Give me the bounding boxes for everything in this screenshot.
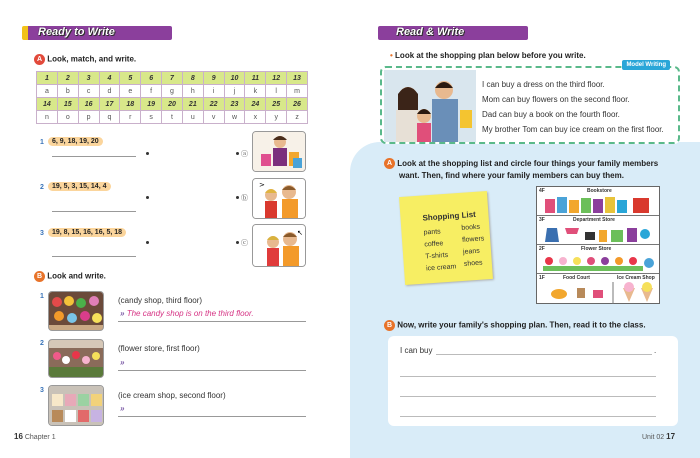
match-1-number: 1 — [40, 139, 44, 146]
section-b-instruction: Look and write. — [47, 271, 106, 281]
floor-2-label: Flower Store — [581, 246, 612, 252]
write-2-line[interactable] — [118, 370, 306, 371]
cipher-number-row-1-cell: 12 — [266, 72, 287, 85]
write-3-caption: (ice cream shop, second floor) — [118, 391, 226, 400]
model-line-4: My brother Tom can buy ice cream on the first floor. — [482, 125, 664, 134]
model-line-3: Dad can buy a book on the fourth floor. — [482, 110, 620, 119]
section-a-badge: A — [34, 54, 45, 65]
write-2-answer[interactable] — [120, 358, 124, 367]
section-a-instruction: Look, match, and write. — [47, 54, 137, 64]
cipher-letter-row-1-cell: a — [37, 85, 58, 98]
cipher-number-row-2-cell: 21 — [182, 98, 203, 111]
match-2-number: 2 — [40, 184, 44, 191]
cipher-letter-row-1-cell: e — [120, 85, 141, 98]
cipher-table — [36, 71, 308, 124]
cipher-letter-row-1 — [37, 85, 308, 98]
cipher-number-row-2-cell: 18 — [120, 98, 141, 111]
cipher-number-row-2-cell: 22 — [203, 98, 224, 111]
floor-1-number: 1F — [539, 275, 545, 281]
match-3-code: 19, 8, 15, 16, 16, 5, 18 — [48, 228, 126, 237]
clothes-icon — [537, 224, 659, 244]
cipher-number-row-1-cell: 13 — [287, 72, 308, 85]
cipher-letter-row-1-cell: h — [182, 85, 203, 98]
kids-pointing-photo — [252, 224, 306, 267]
left-page-number: 16 — [14, 432, 23, 441]
cipher-letter-row-2-cell: z — [287, 111, 308, 124]
match-3-target-dot[interactable] — [236, 241, 239, 244]
list-item-pants[interactable]: pants — [423, 228, 441, 237]
period-mark: . — [654, 346, 657, 355]
cipher-letter-row-1-cell: j — [224, 85, 245, 98]
kids-thinking-photo — [252, 178, 306, 219]
right-section-a-line2: want. Then, find where your family members can buy them. — [399, 171, 624, 180]
flower-store-illustration — [49, 340, 104, 378]
shopping-list-note — [399, 191, 493, 285]
left-footer — [14, 432, 56, 441]
cipher-number-row-1-cell: 5 — [120, 72, 141, 85]
cipher-letter-row-1-cell: b — [57, 85, 78, 98]
list-item-books[interactable]: books — [461, 223, 481, 232]
match-3-dot[interactable] — [146, 241, 149, 244]
cipher-number-row-2-cell: 25 — [266, 98, 287, 111]
svg-text:↖: ↖ — [297, 229, 303, 237]
left-title: Ready to Write — [38, 26, 115, 38]
cipher-number-row-1 — [37, 72, 308, 85]
cipher-letter-row-2-cell: p — [78, 111, 99, 124]
family-photo — [384, 70, 476, 142]
cipher-number-row-1-cell: 3 — [78, 72, 99, 85]
kids-thinking-illustration — [253, 179, 306, 219]
flower-store-photo — [48, 339, 104, 378]
arrow-icon: » — [120, 404, 125, 413]
match-2-dot[interactable] — [146, 196, 149, 199]
cipher-letter-row-2-cell: x — [245, 111, 266, 124]
arrow-icon: » — [120, 358, 125, 367]
svg-text:>: > — [259, 181, 265, 189]
cipher-number-row-2-cell: 14 — [37, 98, 58, 111]
writing-line-2[interactable] — [400, 376, 656, 377]
cipher-number-row-1-cell: 11 — [245, 72, 266, 85]
shopping-list-title: Shopping List — [422, 209, 477, 223]
kids-pointing-illustration — [253, 225, 306, 267]
cipher-number-row-2-cell: 15 — [57, 98, 78, 111]
match-1-choice: ⓐ — [241, 151, 248, 158]
section-b-badge: B — [34, 271, 45, 282]
cipher-letter-row-1-cell: c — [78, 85, 99, 98]
list-item-tshirts[interactable]: T-shirts — [425, 251, 449, 261]
cipher-letter-row-2-cell: t — [162, 111, 183, 124]
floor-4-number: 4F — [539, 188, 545, 194]
cipher-number-row-1-cell: 1 — [37, 72, 58, 85]
section-b-heading — [34, 271, 106, 282]
writing-box — [388, 336, 678, 426]
floor-1 — [537, 274, 659, 303]
shopping-girl-photo — [252, 131, 306, 172]
right-footer-label: Unit 02 — [642, 434, 665, 441]
match-3-number: 3 — [40, 230, 44, 237]
model-line-2: Mom can buy flowers on the second floor. — [482, 95, 630, 104]
write-2-number: 2 — [40, 340, 44, 347]
floor-1-label-ice-cream: Ice Cream Shop — [617, 275, 655, 281]
cipher-number-row-1-cell: 7 — [162, 72, 183, 85]
books-icon — [537, 195, 659, 215]
cipher-letter-row-1-cell: g — [162, 85, 183, 98]
match-1-answer-line[interactable] — [52, 156, 136, 157]
bullet-icon: • — [390, 51, 393, 60]
cipher-letter-row-2-cell: w — [224, 111, 245, 124]
write-2-caption: (flower store, first floor) — [118, 344, 200, 353]
list-item-ice-cream[interactable]: ice cream — [425, 263, 457, 273]
match-2-target-dot[interactable] — [236, 196, 239, 199]
cipher-number-row-2-cell: 23 — [224, 98, 245, 111]
shopping-girl-illustration — [253, 132, 306, 172]
cipher-number-row-1-cell: 10 — [224, 72, 245, 85]
floor-4 — [537, 187, 659, 216]
list-item-flowers[interactable]: flowers — [461, 235, 485, 244]
right-section-a-line1: Look at the shopping list and circle four things your family members — [397, 159, 659, 168]
section-a-heading — [34, 54, 136, 65]
match-1-target-dot[interactable] — [236, 152, 239, 155]
left-footer-label: Chapter 1 — [24, 434, 56, 441]
right-section-b-badge: B — [384, 320, 395, 331]
list-item-jeans[interactable]: jeans — [462, 247, 480, 256]
floor-1-label-food: Food Court — [563, 275, 590, 281]
store-directory — [536, 186, 660, 304]
list-item-coffee[interactable]: coffee — [424, 240, 444, 249]
candy-shop-photo — [48, 291, 104, 331]
cipher-number-row-1-cell: 4 — [99, 72, 120, 85]
cipher-number-row-1-cell: 9 — [203, 72, 224, 85]
cipher-number-row-2-cell: 26 — [287, 98, 308, 111]
model-line-1: I can buy a dress on the third floor. — [482, 80, 605, 89]
floor-3-number: 3F — [539, 217, 545, 223]
write-1-answer-text: The candy shop is on the third floor. — [126, 309, 254, 318]
intro-instruction: Look at the shopping plan below before you write. — [395, 51, 586, 60]
cipher-letter-row-1-cell: l — [266, 85, 287, 98]
cipher-letter-row-1-cell: k — [245, 85, 266, 98]
right-footer — [642, 432, 675, 441]
cipher-number-row-2-cell: 17 — [99, 98, 120, 111]
list-item-shoes[interactable]: shoes — [463, 259, 483, 268]
write-3-answer[interactable] — [120, 404, 124, 413]
cipher-letter-row-2-cell: r — [120, 111, 141, 124]
match-1-dot[interactable] — [146, 152, 149, 155]
write-1-line[interactable] — [118, 321, 306, 322]
right-section-b-instruction: Now, write your family's shopping plan. Then, read it to the class. — [397, 320, 646, 330]
write-1-answer — [120, 309, 254, 318]
arrow-icon: » — [120, 309, 125, 318]
right-page-number: 17 — [666, 432, 676, 441]
write-1-number: 1 — [40, 293, 44, 300]
right-page — [350, 0, 700, 458]
cipher-letter-row-1-cell: d — [99, 85, 120, 98]
model-writing-box — [380, 62, 680, 144]
candy-shop-illustration — [49, 292, 104, 331]
cipher-letter-row-2-cell: n — [37, 111, 58, 124]
cipher-letter-row-2-cell: s — [141, 111, 162, 124]
food-icons — [537, 282, 659, 304]
write-3-number: 3 — [40, 387, 44, 394]
match-1-code: 6, 9, 18, 19, 20 — [48, 137, 103, 146]
flowers-icon — [537, 253, 659, 273]
writing-line-4[interactable] — [400, 416, 656, 417]
cipher-number-row-2-cell: 19 — [141, 98, 162, 111]
cipher-letter-row-2-cell: v — [203, 111, 224, 124]
write-1-caption: (candy shop, third floor) — [118, 296, 203, 305]
cipher-letter-row-2-cell: q — [99, 111, 120, 124]
match-2-code: 19, 5, 3, 15, 14, 4 — [48, 182, 111, 191]
cipher-number-row-1-cell: 8 — [182, 72, 203, 85]
cipher-letter-row-1-cell: m — [287, 85, 308, 98]
cipher-number-row-2 — [37, 98, 308, 111]
floor-3-label: Department Store — [573, 217, 615, 223]
cipher-number-row-1-cell: 6 — [141, 72, 162, 85]
match-3-choice: ⓒ — [241, 240, 248, 247]
floor-2 — [537, 245, 659, 274]
ice-cream-shop-illustration — [49, 386, 104, 426]
cipher-number-row-1-cell: 2 — [57, 72, 78, 85]
model-writing-tag: Model Writing — [622, 60, 670, 70]
cipher-letter-row-2-cell: o — [57, 111, 78, 124]
ice-cream-shop-photo — [48, 385, 104, 426]
right-section-a — [384, 158, 684, 182]
cipher-letter-row-2-cell: u — [182, 111, 203, 124]
floor-4-label: Bookstore — [587, 188, 612, 194]
intro-text — [390, 51, 586, 60]
cipher-number-row-2-cell: 20 — [162, 98, 183, 111]
cipher-number-row-2-cell: 16 — [78, 98, 99, 111]
right-section-b — [384, 320, 646, 331]
floor-2-number: 2F — [539, 246, 545, 252]
cipher-letter-row-1-cell: i — [203, 85, 224, 98]
match-2-choice: ⓑ — [241, 195, 248, 202]
cipher-letter-row-2-cell: y — [266, 111, 287, 124]
cipher-letter-row-2 — [37, 111, 308, 124]
right-title: Read & Write — [396, 26, 465, 38]
right-section-a-badge: A — [384, 158, 395, 169]
match-3-answer-line[interactable] — [52, 256, 136, 257]
writing-line-3[interactable] — [400, 396, 656, 397]
cipher-number-row-2-cell: 24 — [245, 98, 266, 111]
writing-line-1[interactable] — [436, 354, 652, 355]
write-3-line[interactable] — [118, 416, 306, 417]
floor-3 — [537, 216, 659, 245]
write-start-text: I can buy — [400, 346, 433, 355]
match-2-answer-line[interactable] — [52, 211, 136, 212]
cipher-letter-row-1-cell: f — [141, 85, 162, 98]
